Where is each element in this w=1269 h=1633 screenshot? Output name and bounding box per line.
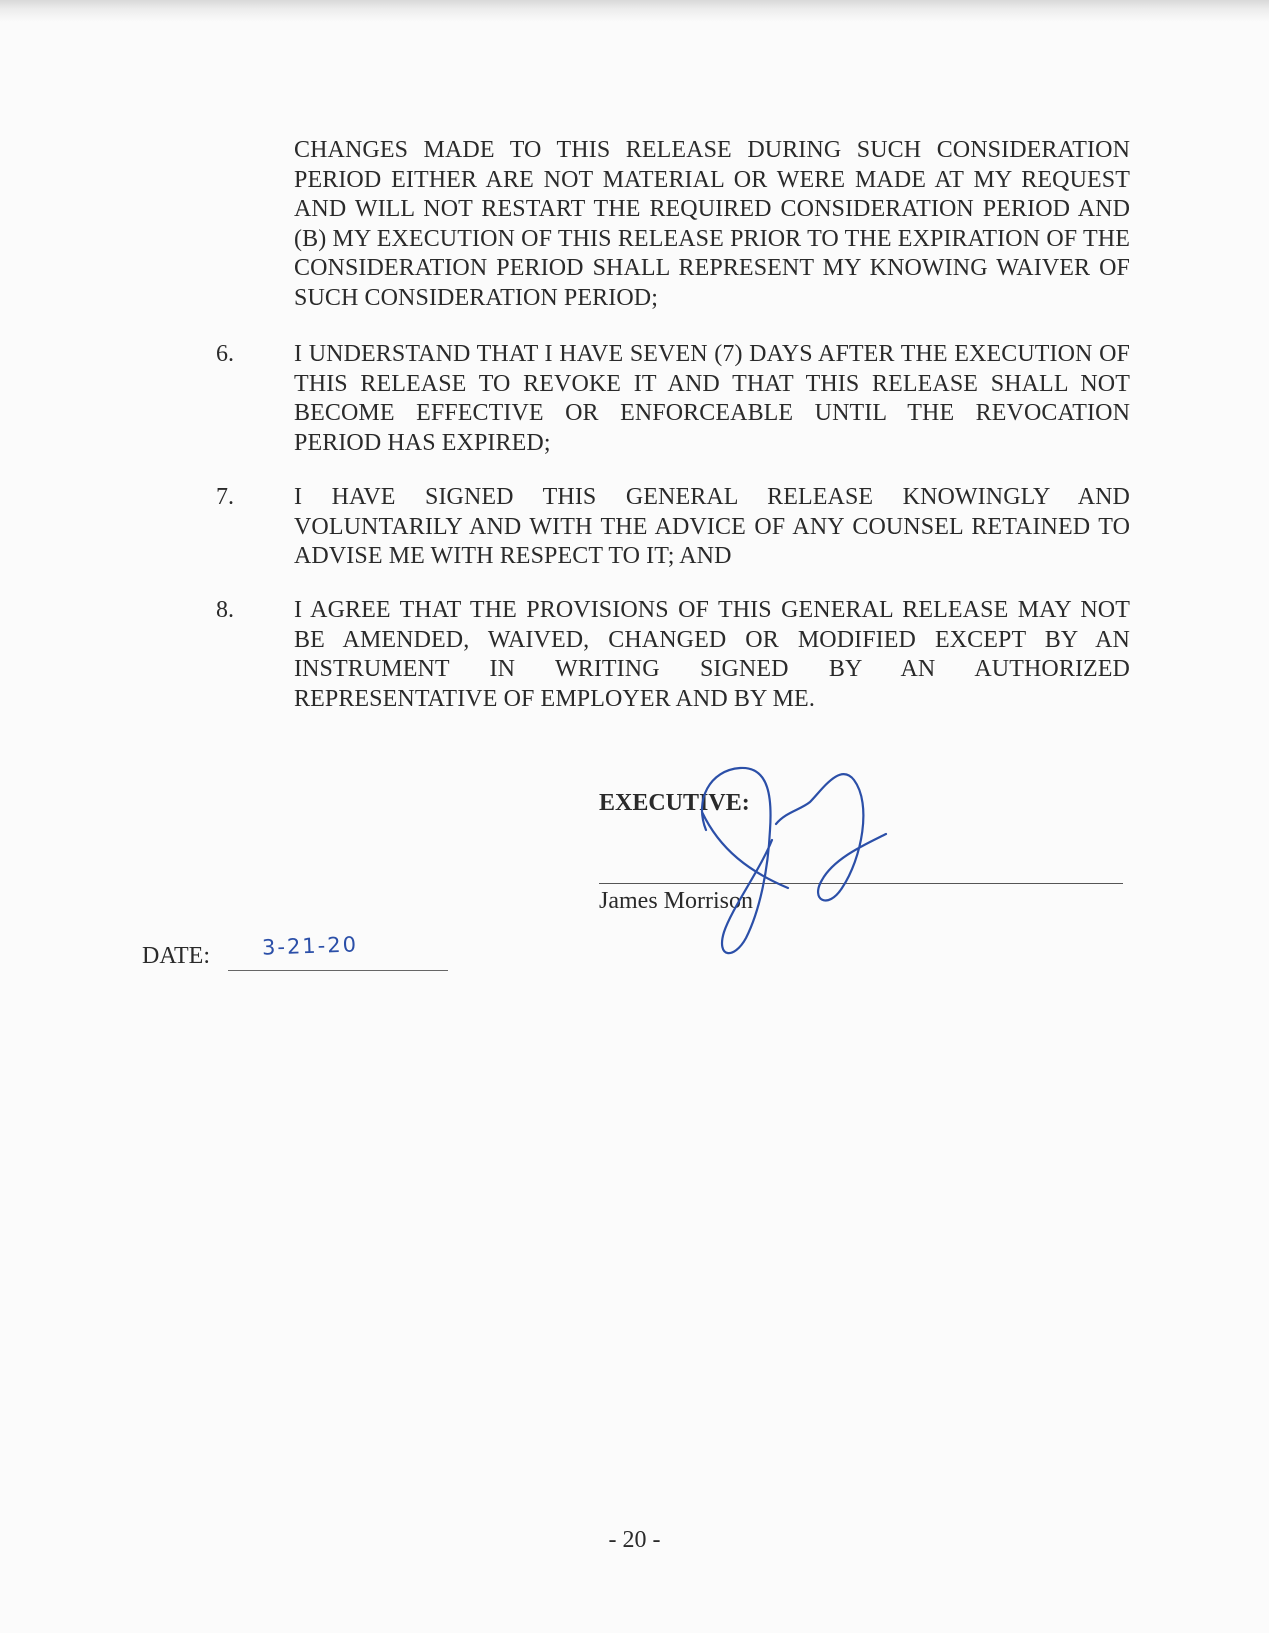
continued-clause-text: CHANGES MADE TO THIS RELEASE DURING SUCH CONSIDERATION PERIOD EITHER ARE NOT MATERIAL OR WERE MADE AT MY REQUEST AND WILL NOT RESTART THE REQUIRED CONSIDERATION PERIOD AND (B) MY EXECUTION OF THIS RELEASE PRIOR TO THE EXPIRATION OF THE CONSIDERATION PERIOD SHALL REPRESENT MY KNOWING WAIVER OF SUCH CONSIDERATION PERIOD; [294, 137, 1130, 311]
scan-edge-shadow [0, 0, 1269, 22]
clause-number-7: 7. [216, 484, 234, 510]
handwritten-date: 3-21-20 [261, 932, 359, 960]
date-line [228, 970, 448, 971]
executive-label: EXECUTIVE: [599, 790, 750, 816]
clause-text-7: I HAVE SIGNED THIS GENERAL RELEASE KNOWINGLY AND VOLUNTARILY AND WITH THE ADVICE OF ANY COUNSEL RETAINED TO ADVISE ME WITH RESPECT TO IT; AND [294, 484, 1130, 569]
page-number: - 20 - [608, 1527, 661, 1553]
clause-text-8: I AGREE THAT THE PROVISIONS OF THIS GENERAL RELEASE MAY NOT BE AMENDED, WAIVED, CHANGED OR MODIFIED EXCEPT BY AN INSTRUMENT IN WRITING SIGNED BY AN AUTHORIZED REPRESENTATIVE OF EMPLOYER AND BY ME. [294, 597, 1130, 712]
date-label: DATE: [142, 943, 210, 969]
signer-name: James Morrison [599, 888, 753, 914]
clause-number-8: 8. [216, 597, 234, 623]
signature-stroke [702, 768, 886, 953]
handwritten-signature [690, 760, 920, 960]
clause-text-6: I UNDERSTAND THAT I HAVE SEVEN (7) DAYS AFTER THE EXECUTION OF THIS RELEASE TO REVOKE IT AND THAT THIS RELEASE SHALL NOT BECOME EFFECTIVE OR ENFORCEABLE UNTIL THE REVOCATION PERIOD HAS EXPIRED; [294, 341, 1130, 456]
clause-number-6: 6. [216, 341, 234, 367]
